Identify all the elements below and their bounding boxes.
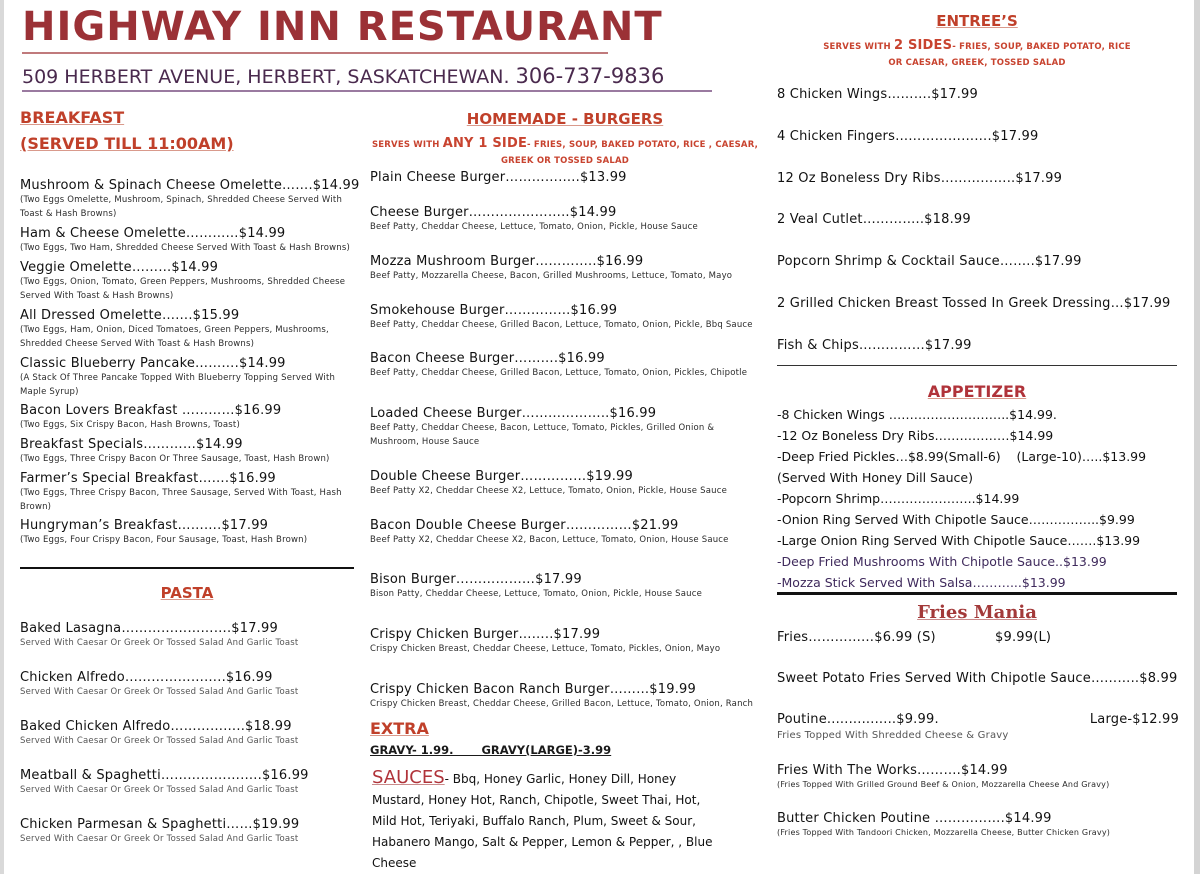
breakfast-item: [20, 518, 356, 547]
extra-gravy-prices: GRAVY- 1.99. GRAVY(LARGE)-3.99: [370, 743, 612, 757]
breakfast-item: [20, 308, 356, 351]
item-desc: Beef Patty, Cheddar Cheese, Grilled Bacon, Lettuce, Tomato, Onion, Pickle, Bbq Sauce: [370, 320, 753, 330]
breakfast-item: [20, 471, 356, 514]
burger-item: [370, 469, 760, 498]
entree-item: 8 Chicken Wings……….$17.99: [777, 87, 978, 102]
breakfast-item: [20, 260, 356, 303]
side-note-suffix: - FRIES, SOUP, BAKED POTATO, RICE , CAESAR, GREEK OR TOSSED SALAD: [500, 140, 759, 166]
item-desc: (A Stack Of Three Pancake Topped With Blueberry Topping Served With Maple Syrup): [20, 373, 336, 397]
appetizer-item: -12 Oz Boneless Dry Ribs………………$14.99: [777, 428, 1054, 443]
burger-item: [370, 406, 746, 449]
burger-item: [370, 351, 760, 380]
side-note-emphasis: 2 SIDES: [893, 38, 953, 53]
item-desc: (Two Eggs, Three Crispy Bacon Or Three Sausage, Toast, Hash Brown): [20, 454, 330, 464]
item-desc: Beef Patty, Cheddar Cheese, Bacon, Lettuce, Tomato, Pickles, Grilled Onion & Mushroom, House Sauce: [370, 423, 715, 447]
fries-large-price: $9.99(L): [995, 630, 1052, 645]
item-name: Meatball & Spaghetti…………………..$16.99: [20, 768, 309, 783]
item-name: Smokehouse Burger……………$16.99: [370, 303, 618, 318]
entrees-heading: ENTREE’S: [936, 12, 1018, 30]
item-desc: (Two Eggs, Three Crispy Bacon, Three Sausage, Served With Toast, Hash Brown): [20, 488, 342, 512]
entree-item: Popcorn Shrimp & Cocktail Sauce……..$17.99: [777, 254, 1082, 269]
item-name: Baked Chicken Alfredo……………..$18.99: [20, 719, 292, 734]
item-desc: (Fries Topped With Grilled Ground Beef & Onion, Mozzarella Cheese And Gravy): [777, 780, 1110, 789]
breakfast-item: [20, 226, 356, 255]
item-name: Butter Chicken Poutine …………….$14.99: [777, 811, 1052, 826]
burger-item: [370, 627, 760, 656]
page-edge-right: [1194, 0, 1200, 874]
item-desc: Beef Patty X2, Cheddar Cheese X2, Lettuce, Tomato, Onion, Pickle, House Sauce: [370, 486, 727, 496]
item-name: Ham & Cheese Omelette…………$14.99: [20, 226, 286, 241]
item-name: Cheese Burger…………………..$14.99: [370, 205, 617, 220]
item-desc: (Two Eggs, Two Ham, Shredded Cheese Served With Toast & Hash Browns): [20, 243, 351, 253]
breakfast-heading: BREAKFAST: [20, 108, 125, 127]
pasta-item: [20, 719, 356, 748]
burger-item: [370, 572, 760, 601]
sauces-heading: SAUCES: [372, 767, 445, 788]
item-name: Classic Blueberry Pancake……….$14.99: [20, 356, 286, 371]
burger-item: [370, 682, 760, 711]
item-name: Farmer’s Special Breakfast…….$16.99: [20, 471, 276, 486]
pasta-item: [20, 768, 356, 797]
item-desc: Crispy Chicken Breast, Cheddar Cheese, Grilled Bacon, Lettuce, Tomato, Onion, Ranch: [370, 699, 754, 709]
entree-item: 4 Chicken Fingers………………….$17.99: [777, 129, 1039, 144]
breakfast-item: [20, 356, 356, 399]
burger-item: [370, 518, 760, 547]
item-desc: Served With Caesar Or Greek Or Tossed Salad And Garlic Toast: [20, 736, 299, 746]
burger-item: [370, 303, 760, 332]
item-name: Fries With The Works……….$14.99: [777, 763, 1008, 778]
side-note-suffix: - FRIES, SOUP, BAKED POTATO, RICE: [952, 42, 1131, 52]
item-name: Loaded Cheese Burger………………..$16.99: [370, 406, 657, 421]
item-name: All Dressed Omelette…….$15.99: [20, 308, 240, 323]
pasta-heading: PASTA: [160, 584, 214, 602]
appetizer-item: -Onion Ring Served With Chipotle Sauce……………..$9.99: [777, 512, 1135, 527]
item-desc: Beef Patty, Cheddar Cheese, Grilled Bacon, Lettuce, Tomato, Onion, Pickles, Chipotle: [370, 368, 748, 378]
item-desc: Crispy Chicken Breast, Cheddar Cheese, Lettuce, Tomato, Pickles, Onion, Mayo: [370, 644, 721, 654]
entree-item: 2 Veal Cutlet…………..$18.99: [777, 212, 971, 227]
appetizer-heading: APPETIZER: [927, 382, 1027, 401]
item-desc: Served With Caesar Or Greek Or Tossed Salad And Garlic Toast: [20, 638, 299, 648]
appetizer-item-note: (Served With Honey Dill Sauce): [777, 470, 973, 485]
appetizer-item: -Deep Fried Mushrooms With Chipotle Sauce..$13.99: [777, 554, 1107, 569]
section-divider: [777, 365, 1177, 366]
appetizer-item: -Popcorn Shrimp…………………..$14.99: [777, 491, 1020, 506]
entrees-side-note: [777, 38, 1177, 71]
side-note-prefix: SERVES WITH: [823, 42, 894, 52]
entree-item: 2 Grilled Chicken Breast Tossed In Greek Dressing…$17.99: [777, 296, 1171, 311]
appetizer-item: -Deep Fried Pickles…$8.99(Small-6) (Large-10)…..$13.99: [777, 449, 1147, 464]
entree-item: 12 Oz Boneless Dry Ribs……………..$17.99: [777, 171, 1063, 186]
item-desc: Served With Caesar Or Greek Or Tossed Salad And Garlic Toast: [20, 785, 299, 795]
item-name: Plain Cheese Burger……………..$13.99: [370, 170, 627, 185]
item-desc: (Two Eggs, Onion, Tomato, Green Peppers, Mushrooms, Shredded Cheese Served With Toast & Hash Browns): [20, 277, 346, 301]
burgers-heading: HOMEMADE - BURGERS: [466, 110, 664, 128]
item-desc: Beef Patty, Mozzarella Cheese, Bacon, Grilled Mushrooms, Lettuce, Tomato, Mayo: [370, 271, 733, 281]
poutine-large-price: Large-$12.99: [1089, 712, 1179, 727]
poutine-desc: Fries Topped With Shredded Cheese & Gravy: [777, 730, 1009, 741]
restaurant-address: [22, 64, 712, 92]
item-name: Breakfast Specials…………$14.99: [20, 437, 243, 452]
appetizer-list: [777, 404, 1177, 593]
sauces-block: [372, 767, 718, 874]
item-desc: Served With Caesar Or Greek Or Tossed Salad And Garlic Toast: [20, 687, 299, 697]
fries-mania-heading: Fries Mania: [917, 602, 1037, 623]
side-note-line-1: [777, 38, 1177, 55]
item-name: Baked Lasagna…………………….$17.99: [20, 621, 278, 636]
item-name: Bison Burger………………$17.99: [370, 572, 582, 587]
appetizer-item: -Mozza Stick Served With Salsa………...$13.99: [777, 575, 1066, 590]
pasta-item: [20, 817, 356, 846]
item-desc: Served With Caesar Or Greek Or Tossed Salad And Garlic Toast: [20, 834, 299, 844]
breakfast-item: [20, 437, 356, 466]
page-edge-left: [0, 0, 4, 874]
item-name: Chicken Parmesan & Spaghetti……$19.99: [20, 817, 300, 832]
item-desc: Bison Patty, Cheddar Cheese, Lettuce, Tomato, Onion, Pickle, House Sauce: [370, 589, 703, 599]
item-name: Double Cheese Burger……………$19.99: [370, 469, 633, 484]
extra-heading: EXTRA: [370, 719, 429, 738]
item-desc: Beef Patty X2, Cheddar Cheese X2, Bacon, Lettuce, Tomato, Onion, House Sauce: [370, 535, 729, 545]
restaurant-title: HIGHWAY INN RESTAURANT: [22, 4, 608, 54]
pasta-item: [20, 621, 356, 650]
pasta-item: [20, 670, 356, 699]
burgers-side-note: [370, 136, 760, 169]
phone-number[interactable]: 306-737-9836: [515, 64, 665, 88]
side-note-prefix: SERVES WITH: [371, 140, 443, 150]
sauces-text: [372, 767, 718, 874]
section-divider: [777, 592, 1177, 595]
item-name: Mushroom & Spinach Cheese Omelette…….$14.99: [20, 178, 360, 193]
sweet-potato-fries-item: Sweet Potato Fries Served With Chipotle Sauce………..$8.99: [777, 671, 1178, 686]
item-desc: (Two Eggs, Ham, Onion, Diced Tomatoes, Green Peppers, Mushrooms, Shredded Cheese Served With Toast & Hash Browns): [20, 325, 329, 349]
breakfast-item: [20, 178, 360, 221]
item-name: Bacon Double Cheese Burger……………$21.99: [370, 518, 679, 533]
item-name: Veggie Omelette………$14.99: [20, 260, 219, 275]
item-name: Mozza Mushroom Burger…………..$16.99: [370, 254, 644, 269]
poutine-item: Poutine................$9.99.: [777, 712, 939, 727]
side-note-emphasis: ANY 1 SIDE: [442, 136, 528, 151]
item-name: Hungryman’s Breakfast……….$17.99: [20, 518, 269, 533]
item-desc: (Two Eggs, Four Crispy Bacon, Four Sausage, Toast, Hash Brown): [20, 535, 308, 545]
address-text: 509 HERBERT AVENUE, HERBERT, SASKATCHEWAN.: [22, 66, 510, 88]
fries-works-item: [777, 763, 1177, 792]
appetizer-item: -Large Onion Ring Served With Chipotle Sauce…….$13.99: [777, 533, 1141, 548]
item-name: Bacon Lovers Breakfast …………$16.99: [20, 403, 282, 418]
item-desc: (Fries Topped With Tandoori Chicken, Mozzarella Cheese, Butter Chicken Gravy): [777, 828, 1111, 837]
butter-chicken-poutine-item: [777, 811, 1177, 840]
burger-item: [370, 254, 760, 283]
item-desc: Beef Patty, Cheddar Cheese, Lettuce, Tomato, Onion, Pickle, House Sauce: [370, 222, 698, 232]
breakfast-item: [20, 403, 356, 432]
sauces-list: - Bbq, Honey Garlic, Honey Dill, Honey Mustard, Honey Hot, Ranch, Chipotle, Sweet Thai, Hot, Mild Hot, Teriyaki, Buffalo Ranch, Plum, Sweet & Sour, Habanero Mango, Salt & Pepper, Lemon & Pepper, , Blue Cheese: [372, 772, 713, 870]
entree-item: Fish & Chips……………$17.99: [777, 338, 972, 353]
appetizer-item: -8 Chicken Wings ………………………..$14.99.: [777, 407, 1057, 422]
item-desc: (Two Eggs, Six Crispy Bacon, Hash Browns, Toast): [20, 420, 240, 430]
breakfast-subheading: (SERVED TILL 11:00AM): [20, 134, 234, 153]
section-divider: [20, 567, 354, 569]
fries-small-item: Fries……………$6.99 (S): [777, 630, 936, 645]
item-name: Bacon Cheese Burger……….$16.99: [370, 351, 605, 366]
item-name: Crispy Chicken Bacon Ranch Burger………$19.99: [370, 682, 696, 697]
item-desc: (Two Eggs Omelette, Mushroom, Spinach, Shredded Cheese Served With Toast & Hash Browns): [20, 195, 343, 219]
side-note-line-2: OR CAESAR, GREEK, TOSSED SALAD: [888, 58, 1066, 68]
item-name: Chicken Alfredo…………………..$16.99: [20, 670, 273, 685]
burger-item: [370, 170, 760, 185]
item-name: Crispy Chicken Burger……..$17.99: [370, 627, 601, 642]
burger-item: [370, 205, 760, 234]
